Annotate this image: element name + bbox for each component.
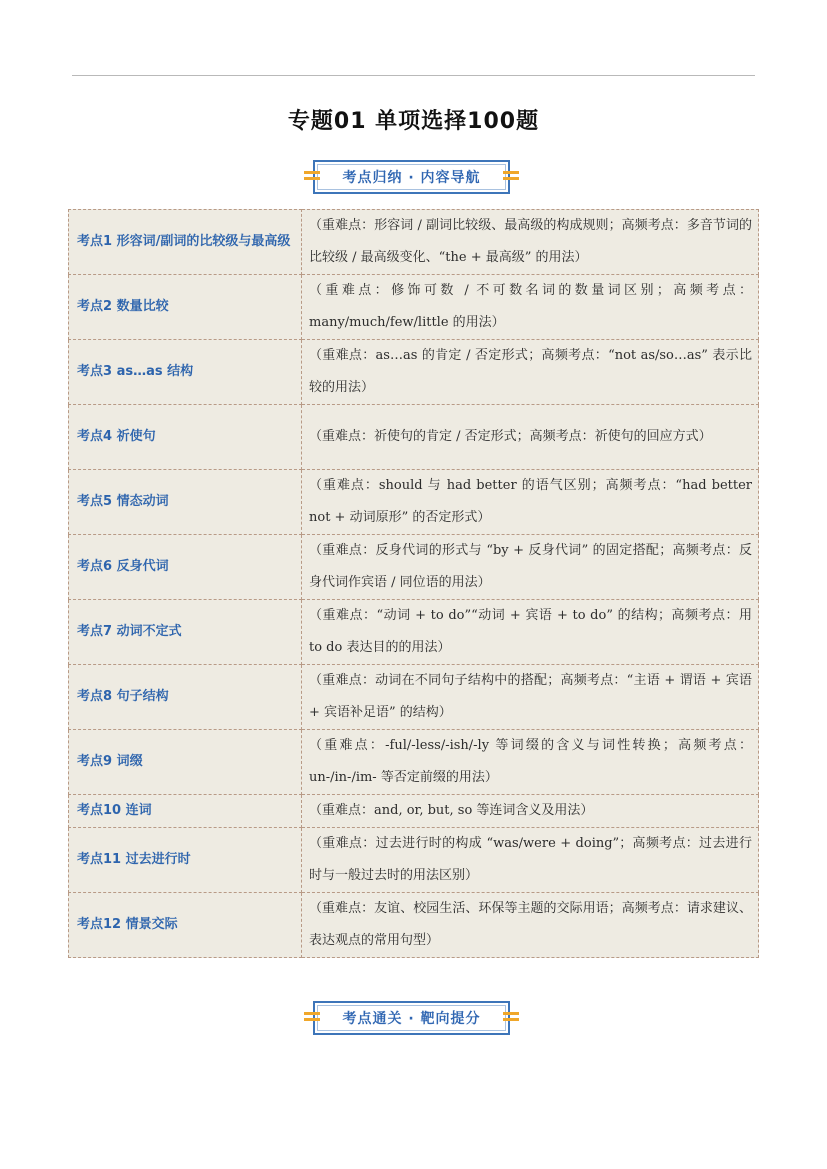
topic-detail: （重难点：过去进行时的构成 “was/were + doing”；高频考点：过去进行时与一般过去时的用法区别） xyxy=(302,828,759,893)
topic-label: 考点12 情景交际 xyxy=(69,893,302,958)
topic-detail: （重难点：反身代词的形式与 “by + 反身代词” 的固定搭配；高频考点：反身代词作宾语 / 同位语的用法） xyxy=(302,535,759,600)
topic-detail: （重难点：should 与 had better 的语气区别；高频考点：“had better not + 动词原形” 的否定形式） xyxy=(302,470,759,535)
topic-detail: （重难点：and, or, but, so 等连词含义及用法） xyxy=(302,795,759,828)
topic-label: 考点11 过去进行时 xyxy=(69,828,302,893)
table-row xyxy=(69,828,759,893)
page-title: 专题01 单项选择100题 xyxy=(287,109,540,134)
topic-label: 考点2 数量比较 xyxy=(69,275,302,340)
topic-detail: （重难点：祈使句的肯定 / 否定形式；高频考点：祈使句的回应方式） xyxy=(302,405,759,470)
topic-label: 考点5 情态动词 xyxy=(69,470,302,535)
right-bars-icon xyxy=(503,1012,519,1025)
practice-banner-label: 考点通关 · 靶向提分 xyxy=(342,1011,481,1027)
topic-detail: （重难点：as…as 的肯定 / 否定形式；高频考点：“not as/so…as” 表示比较的用法） xyxy=(302,340,759,405)
topic-table xyxy=(68,209,759,958)
table-row xyxy=(69,730,759,795)
topic-label: 考点4 祈使句 xyxy=(69,405,302,470)
table-row xyxy=(69,275,759,340)
topic-label: 考点1 形容词/副词的比较级与最高级 xyxy=(69,210,302,275)
toc-banner-label: 考点归纳 · 内容导航 xyxy=(342,170,481,186)
table-row xyxy=(69,210,759,275)
toc-banner xyxy=(313,160,510,194)
topic-detail: （重难点：动词在不同句子结构中的搭配；高频考点：“主语 + 谓语 + 宾语 + 宾语补足语” 的结构） xyxy=(302,665,759,730)
table-row xyxy=(69,795,759,828)
topic-label: 考点9 词缀 xyxy=(69,730,302,795)
topic-detail: （重难点：形容词 / 副词比较级、最高级的构成规则；高频考点：多音节词的比较级 / 最高级变化、“the + 最高级” 的用法） xyxy=(302,210,759,275)
table-row xyxy=(69,600,759,665)
topic-detail: （重难点：修饰可数 / 不可数名词的数量词区别；高频考点：many/much/few/little 的用法） xyxy=(302,275,759,340)
table-row xyxy=(69,470,759,535)
table-row xyxy=(69,665,759,730)
practice-banner xyxy=(313,1001,510,1035)
topic-detail: （重难点：友谊、校园生活、环保等主题的交际用语；高频考点：请求建议、表达观点的常用句型） xyxy=(302,893,759,958)
right-bars-icon xyxy=(503,171,519,184)
table-row xyxy=(69,405,759,470)
table-row xyxy=(69,893,759,958)
topic-label: 考点10 连词 xyxy=(69,795,302,828)
left-bars-icon xyxy=(304,171,320,184)
table-row xyxy=(69,535,759,600)
table-row xyxy=(69,340,759,405)
topic-label: 考点8 句子结构 xyxy=(69,665,302,730)
header-rule xyxy=(72,75,755,76)
topic-detail: （重难点：“动词 + to do”“动词 + 宾语 + to do” 的结构；高频考点：用 to do 表达目的的用法） xyxy=(302,600,759,665)
left-bars-icon xyxy=(304,1012,320,1025)
topic-label: 考点7 动词不定式 xyxy=(69,600,302,665)
topic-label: 考点3 as…as 结构 xyxy=(69,340,302,405)
topic-label: 考点6 反身代词 xyxy=(69,535,302,600)
topic-detail: （重难点：-ful/-less/-ish/-ly 等词缀的含义与词性转换；高频考点：un-/in-/im- 等否定前缀的用法） xyxy=(302,730,759,795)
